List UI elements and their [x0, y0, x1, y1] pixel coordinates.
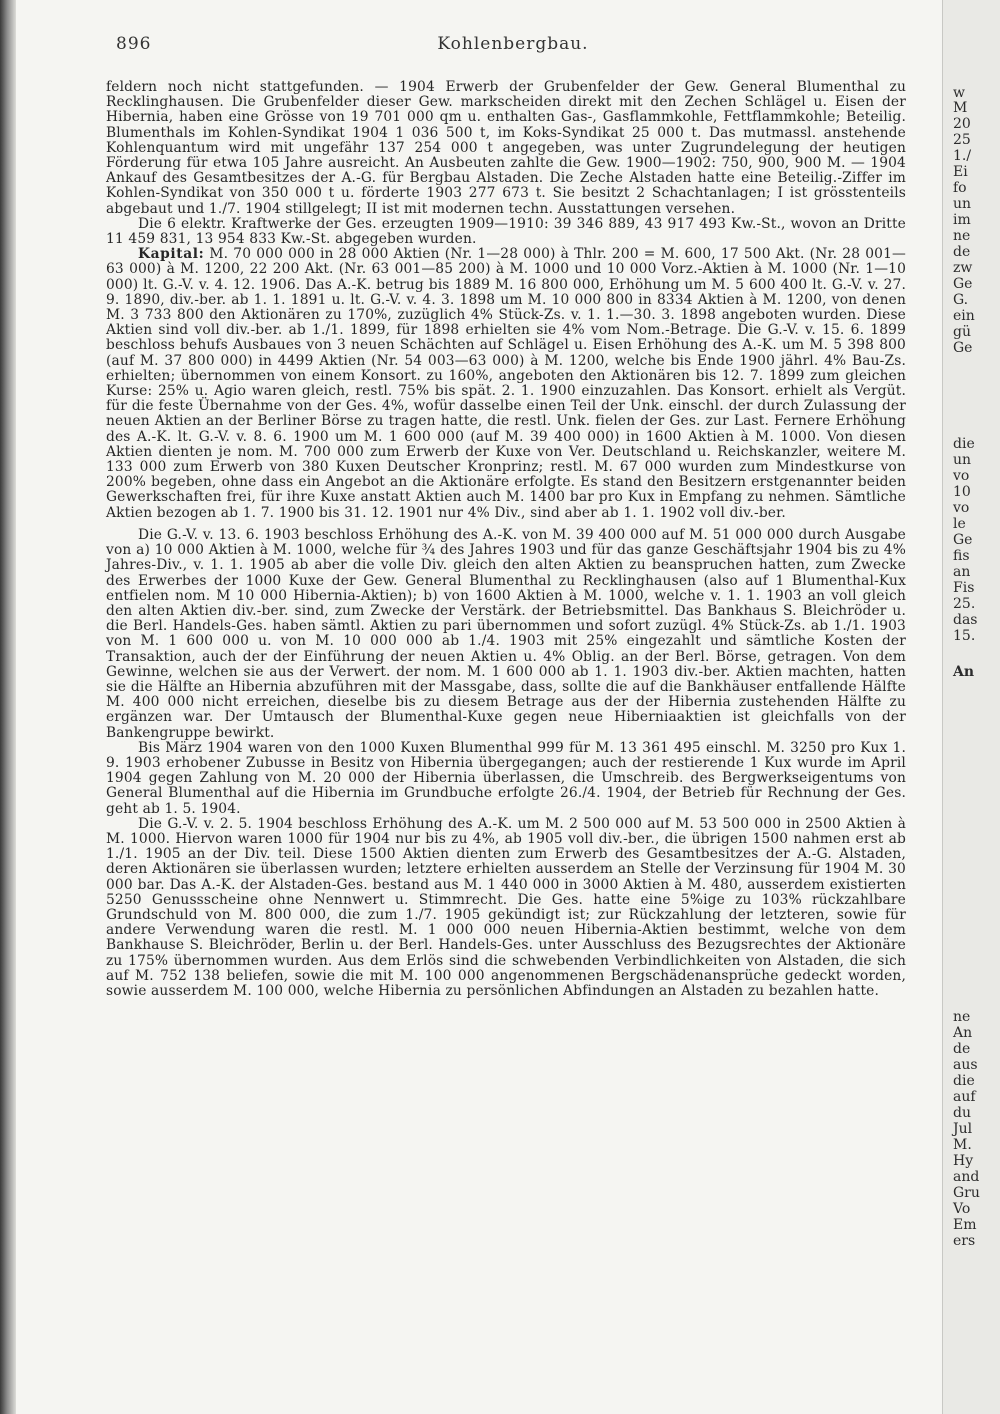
- edge-fragment: ne: [953, 228, 971, 244]
- edge-fragment: Ge: [953, 532, 973, 548]
- edge-fragment: fo: [953, 180, 967, 196]
- edge-fragment: im: [953, 212, 971, 228]
- edge-fragment: M: [953, 100, 968, 116]
- edge-fragment: le: [953, 516, 966, 532]
- paragraph-gv-1904: Die G.-V. v. 2. 5. 1904 beschloss Erhöhung des A.-K. um M. 2 500 000 auf M. 53 500 000 in 2500 Aktien à M. 1000. Hiervon waren 1000 für 1904 nur bis zu 4%, ab 1905 voll div.-ber., die übrigen 1500 nahmen erst ab 1./1. 1905 an der Div. teil. Diese 1500 Aktien dienten zum Erwerb des Gesamtbesitzes der A.-G. Alstaden, deren Aktionären sie überlassen wurden; letztere erhielten ausserdem an Stelle der Verzinsung für 1904 M. 30 000 bar. Das A.-K. der Alstaden-Ges. bestand aus M. 1 440 000 in 3000 Aktien à M. 480, ausserdem existierten 5250 Genussscheine ohne Nennwert u. Stimmrecht. Die Ges. hatte eine 5%ige zu 103% rückzahlbare Grundschuld von M. 800 000, die zum 1./7. 1905 gekündigt ist; zur Rückzahlung der letzteren, sowie für andere Verwendung waren die restl. M. 1 000 000 neuen Hibernia-Aktien bestimmt, welche von dem Bankhause S. Bleichröder, Berlin u. der Berl. Handels-Ges. unter Ausschluss des Bezugsrechtes der Aktionäre zu 175% übernommen wurden. Aus dem Erlös sind die schwebenden Verbindlichkeiten von Alstaden, die sich auf M. 752 138 beliefen, sowie die mit M. 100 000 angenommenen Bergschädenansprüche gedeckt worden, sowie ausserdem M. 100 000, welche Hibernia zu persönlichen Abfindungen an Alstaden zu bezahlen hatte.: [106, 815, 906, 999]
- edge-fragment: and: [953, 1169, 980, 1185]
- edge-fragment: zw: [953, 260, 973, 276]
- edge-fragment: 1./: [953, 148, 972, 164]
- edge-fragment: ein: [953, 308, 975, 324]
- edge-fragment: Ge: [953, 340, 973, 356]
- edge-fragment: M.: [953, 1137, 972, 1153]
- edge-fragment: Gru: [953, 1185, 980, 1201]
- edge-fragment: Hy: [953, 1153, 974, 1169]
- edge-fragment: ne: [953, 1009, 971, 1025]
- edge-fragment: de: [953, 1041, 971, 1057]
- edge-fragment: aus: [953, 1057, 978, 1073]
- edge-fragment: Em: [953, 1217, 977, 1233]
- edge-fragment: das: [953, 612, 978, 628]
- edge-fragment: du: [953, 1105, 971, 1121]
- edge-fragment: 10: [953, 484, 971, 500]
- edge-fragment: Fis: [953, 580, 975, 596]
- edge-fragment: w: [953, 85, 965, 101]
- paragraph-kraftwerke: Die 6 elektr. Kraftwerke der Ges. erzeugten 1909—1910: 39 346 889, 43 917 493 Kw.-St., wovon an Dritte 11 459 831, 13 954 833 Kw.-St. abgegeben wurden.: [106, 215, 906, 248]
- edge-fragment: 20: [953, 116, 971, 132]
- edge-fragment: An: [953, 1025, 973, 1041]
- paragraph-maerz-1904: Bis März 1904 waren von den 1000 Kuxen Blumenthal 999 für M. 13 361 495 einschl. M. 3250 pro Kux 1. 9. 1903 erhobener Zubusse in Besitz von Hibernia übergegangen; auch der restierende 1 Kux wurde im April 1904 gegen Zahlung von M. 20 000 der Hibernia überlassen, die Umschreib. des Bergwerkseigentums von General Blumenthal auf die Hibernia im Grundbuche erfolgte 26./4. 1904, der Betrieb für Rechnung der Ges. geht ab 1. 5. 1904.: [106, 739, 906, 817]
- paragraph-blumenthal: feldern noch nicht stattgefunden. — 1904 Erwerb der Grubenfelder der Gew. General Blumenthal zu Recklinghausen. Die Grubenfelder dieser Gew. markscheiden direkt mit den Zechen Schlägel u. Eisen der Hibernia, haben eine Grösse von 19 701 000 qm u. enthalten Gas-, Gasflammkohle, Fettflammkohle; Beteilig. Blumenthals im Kohlen-Syndikat 1904 1 036 500 t, im Koks-Syndikat 25 000 t. Das mutmassl. anstehende Kohlenquantum wird mit ungefähr 137 254 000 t angegeben, was unter Zugrundelegung der heutigen Förderung für etwa 105 Jahre ausreicht. An Ausbeuten zahlte die Gew. 1900—1902: 750, 900, 900 M. — 1904 Ankauf des Gesamtbesitzes der A.-G. für Bergbau Alstaden. Die Zeche Alstaden hatte eine Beteilig.-Ziffer im Kohlen-Syndikat von 350 000 t u. förderte 1903 277 673 t. Sie besitzt 2 Schachtanlagen; I ist grösstenteils abgebaut und 1./7. 1904 stillgelegt; II ist mit modernen techn. Ausstattungen versehen.: [106, 79, 906, 217]
- edge-fragment: Jul: [953, 1121, 973, 1137]
- edge-fragment: 25: [953, 132, 971, 148]
- edge-fragment: un: [953, 452, 972, 468]
- capital-text: M. 70 000 000 in 28 000 Aktien (Nr. 1—28 000) à Thlr. 200 = M. 600, 17 500 Akt. (Nr. 28 001—63 000) à M. 1200, 22 200 Akt. (Nr. 63 001—85 200) à M. 1000 und 10 000 Vorz.-Aktien à M. 1000 (Nr. 1—10 000) lt. G.-V. v. 4. 12. 1906. Das A.-K. betrug bis 1889 M. 16 800 000, Erhöhung um M. 5 600 400 lt. G.-V. v. 27. 9. 1890, div.-ber. ab 1. 1. 1891 u. lt. G.-V. v. 4. 3. 1898 um M. 10 000 800 in 8334 Aktien à M. 1200, von denen M. 3 733 800 den Aktionären zu 170%, zuzüglich 4% Stück-Zs. v. 1. 1.—30. 3. 1898 angeboten wurden. Diese Aktien sind voll div.-ber. ab 1./1. 1899, für 1898 erhielten sie 4% vom Nom.-Betrage. Die G.-V. v. 15. 6. 1899 beschloss behufs Ausbaues von 3 neuen Schächten auf Schlägel u. Eisen Erhöhung des A.-K. um M. 5 398 800 (auf M. 37 800 000) in 4499 Aktien (Nr. 54 003—63 000) à M. 1200, welche bis Ende 1900 jährl. 4% Bau-Zs. erhielten; übernommen von einem Konsort. zu 160%, angeboten den Aktionären bis 12. 7. 1899 zum gleichen Kurse: 25% u. Agio waren gleich, restl. 75% bis spät. 2. 1. 1900 einzuzahlen. Das Konsort. erhielt als Vergüt. für die feste Übernahme von der Ges. 4%, wofür dasselbe einen Teil der Unk. einschl. der durch Zulassung der neuen Aktien an der Berliner Börse zu tragen hatte, die restl. Unk. fielen der Ges. zur Last. Fernere Erhöhung des A.-K. lt. G.-V. v. 8. 6. 1900 um M. 1 600 000 (auf M. 39 400 000) in 1600 Aktien à M. 1000. Von diesen Aktien dienten je nom. M. 700 000 zum Erwerb der Kuxe von Ver. Deutschland u. Reichskanzler, weitere M. 133 000 zum Erwerb von 380 Kuxen Deutscher Kronprinz; restl. M. 67 000 wurden zum Mindestkurse von 200% begeben, ohne dass ein Angebot an die Aktionäre erfolgte. Es stand den Besitzern erstgenannter beiden Gewerkschaften frei, für ihre Kuxe anstatt Aktien auch M. 1400 bar pro Kux in Empfang zu nehmen. Sämtliche Aktien bezogen ab 1. 7. 1900 bis 31. 12. 1901 nur 4% Div., sind aber ab 1. 1. 1902 voll div.-ber.: [106, 246, 906, 521]
- edge-fragment: fis: [953, 548, 970, 564]
- paragraph-kapital: [106, 247, 906, 521]
- edge-fragment: die: [953, 1073, 975, 1089]
- edge-fragment: An: [953, 664, 975, 680]
- body-text: [106, 80, 906, 999]
- paragraph-gv-1903: Die G.-V. v. 13. 6. 1903 beschloss Erhöhung des A.-K. von M. 39 400 000 auf M. 51 000 000 durch Ausgabe von a) 10 000 Aktien à M. 1000, welche für ¾ des Jahres 1903 und für das ganze Geschäftsjahr 1904 bis zu 4% Jahres-Div., v. 1. 1. 1905 ab aber die volle Div. gleich den alten Aktien zu beanspruchen hatten, zum Zwecke des Erwerbes der 1000 Kuxe der Gew. General Blumenthal zu Recklinghausen (also auf 1 Blumenthal-Kux entfielen nom. M 10 000 Hibernia-Aktien); b) von 1600 Aktien à M. 1000, welche v. 1. 1. 1903 an voll gleich den alten Aktien div.-ber. sind, zum Zwecke der Verstärk. der Betriebsmittel. Das Bankhaus S. Bleichröder u. die Berl. Handels-Ges. haben sämtl. Aktien zu pari übernommen und sofort zuzügl. 4% Stück-Zs. ab 1./1. 1903 von M. 1 600 000 u. von M. 10 000 000 ab 1./4. 1903 mit 25% eingezahlt und sämtliche Kosten der Transaktion, auch der der Einführung der neuen Aktien u. 4% Oblig. an der Berl. Börse, getragen. Von dem Gewinne, welchen sie aus der Verwert. der nom. M. 1 600 000 ab 1. 1. 1903 div.-ber. Aktien machten, hatten sie die Hälfte an Hibernia abzuführen mit der Massgabe, dass, sollte die auf die Bankhäuser entfallende Hälfte M. 400 000 nicht erreichen, dieselbe bis zu diesem Betrage aus der der Hibernia zustehenden Hälfte zu ergänzen war. Der Umtausch der Blumenthal-Kuxe gegen neue Hiberniaaktien ist gleichfalls von der Bankengruppe bewirkt.: [106, 526, 906, 741]
- edge-fragment: 15.: [953, 628, 976, 644]
- edge-fragment: auf: [953, 1089, 976, 1105]
- edge-fragment: gü: [953, 324, 971, 340]
- edge-fragment: Vo: [953, 1201, 971, 1217]
- edge-fragment: an: [953, 564, 971, 580]
- edge-fragment: Ei: [953, 164, 968, 180]
- edge-fragment: Ge: [953, 276, 973, 292]
- edge-fragment: de: [953, 244, 971, 260]
- binding-gutter: [0, 0, 16, 1414]
- page-number: 896: [116, 34, 152, 54]
- page-title: Kohlenbergbau.: [437, 34, 589, 54]
- running-head: [116, 34, 910, 58]
- edge-fragment: 25.: [953, 596, 976, 612]
- capital-label: Kapital:: [138, 246, 205, 263]
- edge-fragment: G.: [953, 292, 969, 308]
- adjacent-page-edge: [942, 0, 1000, 1414]
- edge-fragment: un: [953, 196, 972, 212]
- edge-fragment: vo: [953, 500, 970, 516]
- edge-fragment: die: [953, 436, 975, 452]
- edge-fragment: vo: [953, 468, 970, 484]
- edge-fragment: ers: [953, 1233, 976, 1249]
